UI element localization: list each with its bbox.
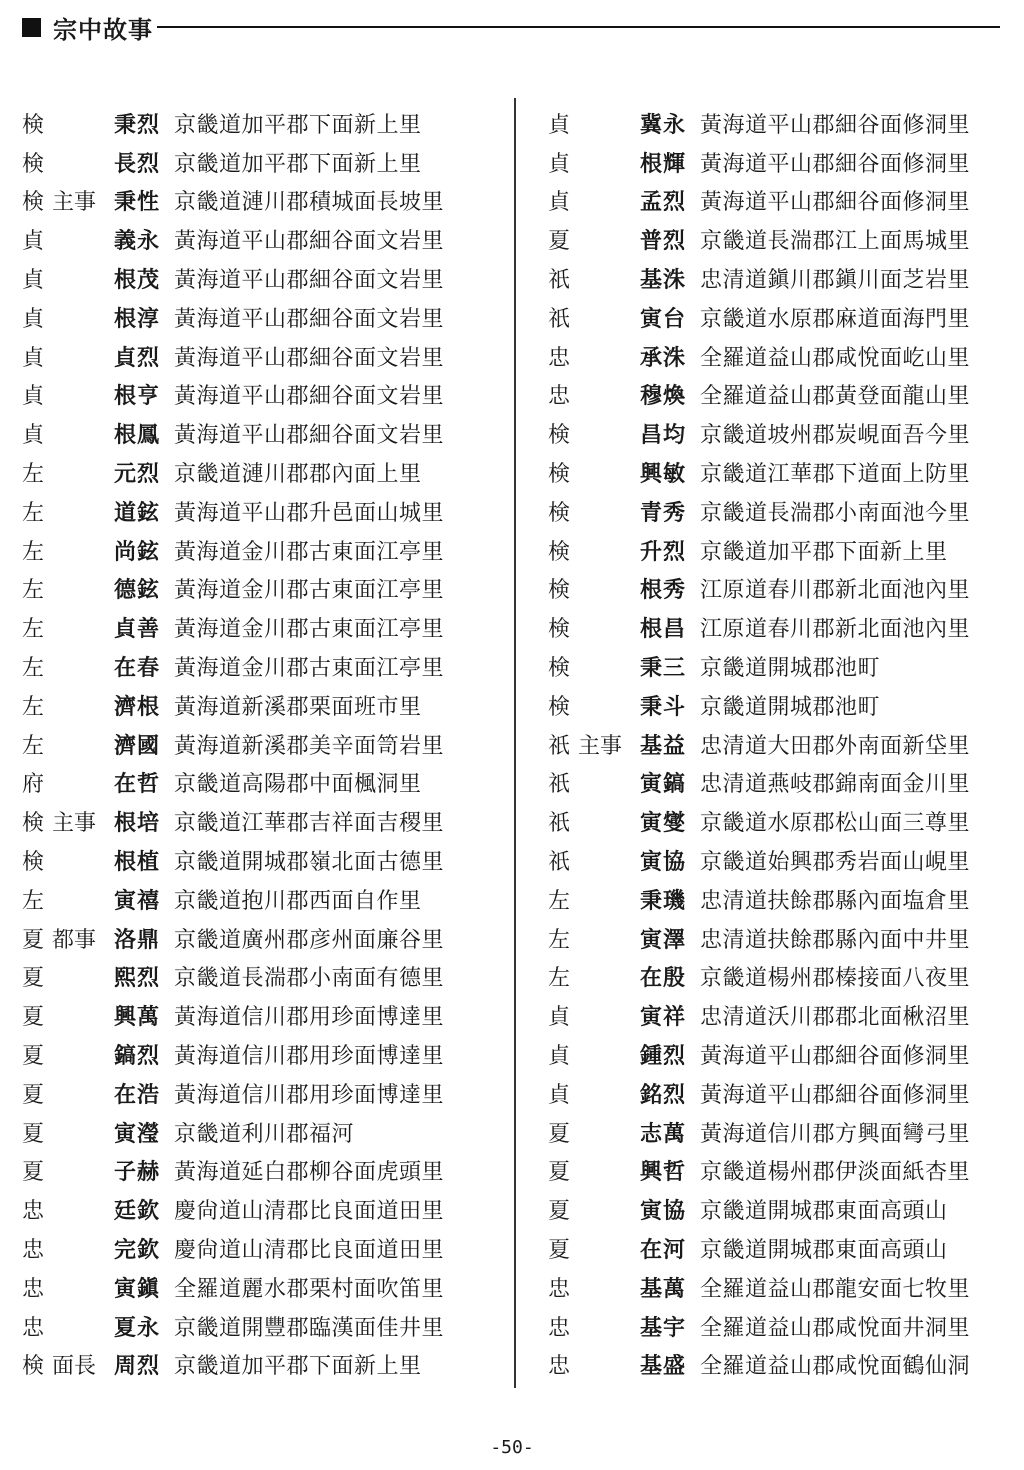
header-rule [157,26,1000,28]
entry-name: 升烈 [640,538,687,565]
list-item [14,143,504,182]
entry-name: 濟根 [114,693,161,720]
entry-name: 在殷 [640,965,687,992]
entry-place: 京畿道楊州郡榛接面八夜里 [700,966,971,992]
list-item [540,182,1010,221]
entry-rank: 貞 [547,1082,570,1108]
entry-rank: 貞 [21,345,44,371]
entry-name: 孟烈 [640,189,687,216]
entry-place: 京畿道江華郡吉祥面吉稷里 [174,811,445,837]
entry-name: 基洙 [640,267,687,294]
entry-rank: 夏 [21,1005,44,1031]
list-item [14,608,504,647]
list-item [540,764,1010,803]
entry-name: 秉斗 [640,693,687,720]
entry-place: 全羅道益山郡龍安面七牧里 [700,1276,971,1302]
entry-place: 京畿道廣州郡彦州面廉谷里 [174,927,445,953]
entry-place: 黃海道新溪郡美辛面笥岩里 [174,733,445,759]
entry-name: 興萬 [114,1004,161,1031]
list-item [540,376,1010,415]
entry-rank: 夏 [547,1160,570,1186]
entry-name: 志萬 [640,1120,687,1147]
entry-name: 秉烈 [114,111,161,138]
entry-place: 忠清道大田郡外南面新垈里 [700,733,971,759]
entry-rank: 左 [547,888,570,914]
entry-rank: 忠 [547,1354,570,1380]
entry-place: 黃海道信川郡方興面彎弓里 [700,1121,971,1147]
entry-place: 黃海道平山郡細谷面文岩里 [174,384,445,410]
entry-rank: 忠 [21,1315,44,1341]
list-item [540,492,1010,531]
entry-place: 全羅道麗水郡栗村面吹笛里 [174,1276,445,1302]
list-item [540,1074,1010,1113]
entry-rank: 夏 [21,927,44,953]
list-item [540,608,1010,647]
entry-rank: 忠 [21,1276,44,1302]
list-item [540,1152,1010,1191]
entry-rank: 貞 [547,151,570,177]
list-item [14,1346,504,1385]
entry-rank: 検 [547,462,570,488]
list-item [14,647,504,686]
list-item [14,453,504,492]
entry-rank: 夏 [21,966,44,992]
entry-place: 黃海道平山郡細谷面修洞里 [700,1044,971,1070]
entry-place: 全羅道益山郡咸悅面鶴仙洞 [700,1354,971,1380]
list-item [540,298,1010,337]
entry-name: 貞烈 [114,344,161,371]
entry-office: 面長 [52,1354,97,1380]
entry-place: 黃海道平山郡細谷面文岩里 [174,268,445,294]
entry-place: 黃海道延白郡柳谷面虎頭里 [174,1160,445,1186]
entry-rank: 祇 [547,268,570,294]
entry-name: 秉性 [114,189,161,216]
entry-name: 洛鼎 [114,926,161,953]
entry-office: 主事 [578,733,623,759]
list-item [14,958,504,997]
list-item [14,1190,504,1229]
entry-rank: 検 [21,1354,44,1380]
entry-rank: 夏 [21,1082,44,1108]
entry-rank: 検 [547,423,570,449]
entry-place: 京畿道抱川郡西面自作里 [174,888,422,914]
list-item [540,337,1010,376]
entry-name: 秉三 [640,655,687,682]
entry-name: 基宇 [640,1314,687,1341]
list-item [540,1113,1010,1152]
entry-name: 鍾烈 [640,1043,687,1070]
entry-place: 黃海道金川郡古東面江亭里 [174,617,445,643]
entry-rank: 検 [547,656,570,682]
entry-name: 普烈 [640,228,687,255]
list-item [540,1035,1010,1074]
entry-place: 京畿道開城郡東面高頭山 [700,1238,948,1263]
list-item [14,996,504,1035]
entry-rank: 夏 [547,1121,570,1147]
entry-rank: 検 [547,539,570,565]
entry-name: 在哲 [114,771,161,798]
entry-place: 黃海道平山郡細谷面文岩里 [174,423,445,449]
entry-place: 黃海道信川郡用珍面博達里 [174,1044,445,1070]
entry-rank: 貞 [547,190,570,216]
entry-name: 寅協 [640,849,687,876]
entry-name: 基萬 [640,1275,687,1302]
entry-place: 京畿道開城郡池町 [700,656,881,682]
list-item [14,1074,504,1113]
entry-place: 黃海道平山郡細谷面修洞里 [700,151,971,177]
right-column [540,104,1010,1384]
entry-name: 元烈 [114,461,161,488]
list-item [540,1268,1010,1307]
list-item [14,1307,504,1346]
entry-rank: 貞 [21,229,44,255]
entry-name: 寅瀅 [114,1120,161,1147]
list-item [14,570,504,609]
entry-rank: 検 [21,112,44,138]
entry-rank: 貞 [21,384,44,410]
entry-place: 全羅道益山郡咸悅面井洞里 [700,1315,971,1341]
list-item [14,919,504,958]
entry-place: 京畿道加平郡下面新上里 [174,112,422,138]
entry-rank: 左 [21,617,44,643]
entry-rank: 忠 [547,345,570,371]
list-item [14,104,504,143]
entry-place: 京畿道坡州郡炭峴面吾今里 [700,423,971,449]
section-title: 宗中故事 [53,15,153,44]
entry-place: 慶尙道山清郡比良面道田里 [174,1238,445,1263]
entry-name: 義永 [114,228,161,255]
entry-name: 在春 [114,655,161,682]
entry-rank: 左 [547,966,570,992]
entry-place: 黃海道金川郡古東面江亭里 [174,539,445,565]
entry-name: 承洙 [640,344,687,371]
entry-name: 根秀 [640,577,687,604]
entry-name: 冀永 [640,111,687,138]
entry-rank: 貞 [547,1005,570,1031]
list-item [540,259,1010,298]
entry-rank: 左 [547,927,570,953]
entry-name: 熙烈 [114,965,161,992]
entry-place: 京畿道漣川郡積城面長坡里 [174,190,445,216]
entry-place: 黃海道金川郡古東面江亭里 [174,656,445,682]
entry-name: 昌均 [640,422,687,449]
entry-rank: 貞 [21,423,44,449]
entry-place: 黃海道平山郡升邑面山城里 [174,500,445,526]
entry-office: 主事 [52,190,97,216]
entry-name: 夏永 [114,1314,161,1341]
entry-name: 貞善 [114,616,161,643]
list-item [14,802,504,841]
entry-place: 黃海道信川郡用珍面博達里 [174,1082,445,1108]
list-item [540,686,1010,725]
list-item [14,298,504,337]
entry-name: 完欽 [114,1237,161,1263]
entry-place: 忠清道沃川郡郡北面楸沼里 [700,1005,971,1031]
entry-name: 濟國 [114,732,161,759]
entry-rank: 左 [21,500,44,526]
list-item [14,1152,504,1191]
entry-rank: 検 [547,694,570,720]
entry-rank: 左 [21,578,44,604]
list-item [14,220,504,259]
entry-place: 黃海道信川郡用珍面博達里 [174,1005,445,1031]
entry-name: 德鉉 [114,577,161,604]
list-item [14,414,504,453]
list-item [540,802,1010,841]
entry-name: 寅燮 [640,810,687,837]
entry-place: 江原道春川郡新北面池內里 [700,617,971,643]
column-divider [514,98,516,1388]
entry-rank: 祇 [547,733,570,759]
entry-rank: 夏 [547,1238,570,1263]
entry-place: 全羅道益山郡黃登面龍山里 [700,384,971,410]
entry-rank: 左 [21,462,44,488]
list-item [540,104,1010,143]
list-item [540,958,1010,997]
list-item [540,453,1010,492]
entry-name: 周烈 [114,1353,161,1380]
list-item [540,1307,1010,1346]
entry-rank: 貞 [547,112,570,138]
square-bullet-icon [22,18,41,37]
entry-rank: 夏 [21,1160,44,1186]
entry-rank: 祇 [547,306,570,332]
list-item [540,880,1010,919]
entry-place: 京畿道高陽郡中面楓洞里 [174,772,422,798]
entry-name: 寅協 [640,1198,687,1225]
entry-rank: 左 [21,733,44,759]
list-item [14,182,504,221]
list-item [14,1268,504,1307]
entry-name: 寅台 [640,305,687,332]
entry-place: 京畿道開城郡嶺北面古德里 [174,850,445,876]
entry-rank: 祇 [547,811,570,837]
entry-name: 興敏 [640,461,687,488]
entry-name: 子赫 [114,1159,161,1186]
entry-place: 黃海道平山郡細谷面文岩里 [174,306,445,332]
entry-place: 黃海道金川郡古東面江亭里 [174,578,445,604]
entry-rank: 検 [21,811,44,837]
entry-name: 根淳 [114,305,161,332]
entry-rank: 検 [547,500,570,526]
entry-rank: 貞 [547,1044,570,1070]
entry-name: 基益 [640,732,687,759]
entry-rank: 忠 [21,1199,44,1225]
list-item [540,996,1010,1035]
list-item [540,570,1010,609]
list-item [14,764,504,803]
entry-name: 廷欽 [114,1198,161,1225]
entry-place: 忠清道燕岐郡錦南面金川里 [700,772,971,798]
list-item [14,725,504,764]
entry-rank: 検 [547,617,570,643]
entry-place: 京畿道江華郡下道面上防里 [700,462,971,488]
entry-name: 尚鉉 [114,538,161,565]
entry-rank: 検 [21,190,44,216]
entry-place: 黃海道新溪郡栗面班市里 [174,694,422,720]
entry-name: 道鉉 [114,499,161,526]
entry-rank: 夏 [21,1044,44,1070]
entry-name: 長烈 [114,150,161,177]
entry-rank: 忠 [547,1315,570,1341]
entry-place: 京畿道長湍郡小南面池今里 [700,500,971,526]
entry-rank: 検 [547,578,570,604]
entry-name: 寅鎭 [114,1275,161,1302]
list-item [540,143,1010,182]
entry-name: 在河 [640,1237,687,1263]
entry-place: 忠清道扶餘郡縣內面塩倉里 [700,888,971,914]
entry-name: 根輝 [640,150,687,177]
list-item [540,220,1010,259]
entry-rank: 左 [21,888,44,914]
entry-rank: 夏 [547,229,570,255]
entry-rank: 左 [21,539,44,565]
entry-rank: 貞 [21,306,44,332]
entry-rank: 忠 [21,1238,44,1263]
entry-name: 寅祥 [640,1004,687,1031]
entry-name: 根植 [114,849,161,876]
list-item [14,1035,504,1074]
entry-name: 寅澤 [640,926,687,953]
entry-place: 京畿道加平郡下面新上里 [174,151,422,177]
entry-rank: 祇 [547,772,570,798]
entry-rank: 左 [21,656,44,682]
entry-rank: 府 [21,772,44,798]
entry-rank: 貞 [21,268,44,294]
entry-place: 京畿道水原郡松山面三尊里 [700,811,971,837]
entry-name: 秉璣 [640,887,687,914]
entry-place: 京畿道楊州郡伊淡面紙杏里 [700,1160,971,1186]
list-item [540,647,1010,686]
entry-name: 穆煥 [640,383,687,410]
entry-name: 銘烈 [640,1081,687,1108]
entry-name: 根茂 [114,267,161,294]
list-item [540,919,1010,958]
list-item [14,259,504,298]
entry-name: 青秀 [640,499,687,526]
section-header [22,12,1000,42]
entry-office: 都事 [52,927,97,953]
left-column [14,104,504,1384]
entry-name: 在浩 [114,1081,161,1108]
entry-name: 根鳳 [114,422,161,449]
entry-place: 黃海道平山郡細谷面文岩里 [174,229,445,255]
entry-place: 京畿道長湍郡江上面馬城里 [700,229,971,255]
page-number: -50- [490,1437,534,1458]
entry-place: 京畿道長湍郡小南面有德里 [174,966,445,992]
entry-place: 京畿道開豐郡臨漢面佳井里 [174,1315,445,1341]
entry-name: 根培 [114,810,161,837]
list-item [540,1346,1010,1385]
entry-place: 京畿道加平郡下面新上里 [700,539,948,565]
entry-place: 江原道春川郡新北面池內里 [700,578,971,604]
list-item [540,1229,1010,1268]
entry-place: 京畿道始興郡秀岩面山峴里 [700,850,971,876]
list-item [14,841,504,880]
entry-name: 根昌 [640,616,687,643]
list-item [14,376,504,415]
list-item [14,1113,504,1152]
list-item [540,414,1010,453]
list-item [540,531,1010,570]
entry-place: 京畿道開城郡東面高頭山 [700,1199,948,1225]
list-item [14,492,504,531]
entry-place: 京畿道加平郡下面新上里 [174,1354,422,1380]
list-item [14,686,504,725]
entry-place: 京畿道利川郡福河 [174,1121,355,1147]
entry-place: 京畿道漣川郡郡內面上里 [174,462,422,488]
entry-rank: 忠 [547,1276,570,1302]
entry-place: 京畿道開城郡池町 [700,694,881,720]
entry-place: 忠清道扶餘郡縣內面中井里 [700,927,971,953]
entry-name: 鎬烈 [114,1043,161,1070]
entry-place: 慶尙道山清郡比良面道田里 [174,1199,445,1225]
entry-rank: 夏 [21,1121,44,1147]
entry-office: 主事 [52,811,97,837]
entry-rank: 夏 [547,1199,570,1225]
entry-name: 基盛 [640,1353,687,1380]
list-item [540,841,1010,880]
entry-place: 全羅道益山郡咸悅面屹山里 [700,345,971,371]
entry-rank: 祇 [547,850,570,876]
entry-name: 興哲 [640,1159,687,1186]
entry-rank: 検 [21,151,44,177]
entry-name: 根亨 [114,383,161,410]
entry-name: 寅鎬 [640,771,687,798]
entry-rank: 忠 [547,384,570,410]
entry-rank: 検 [21,850,44,876]
list-item [540,1190,1010,1229]
entry-place: 黃海道平山郡細谷面修洞里 [700,112,971,138]
entry-place: 忠清道鎭川郡鎭川面芝岩里 [700,268,971,294]
list-item [14,880,504,919]
entry-rank: 左 [21,694,44,720]
list-item [14,1229,504,1268]
list-item [14,531,504,570]
entry-place: 黃海道平山郡細谷面修洞里 [700,1082,971,1108]
entry-name: 寅禧 [114,887,161,914]
list-item [14,337,504,376]
entry-place: 黃海道平山郡細谷面修洞里 [700,190,971,216]
entry-place: 京畿道水原郡麻道面海門里 [700,306,971,332]
list-item [540,725,1010,764]
entry-place: 黃海道平山郡細谷面文岩里 [174,345,445,371]
